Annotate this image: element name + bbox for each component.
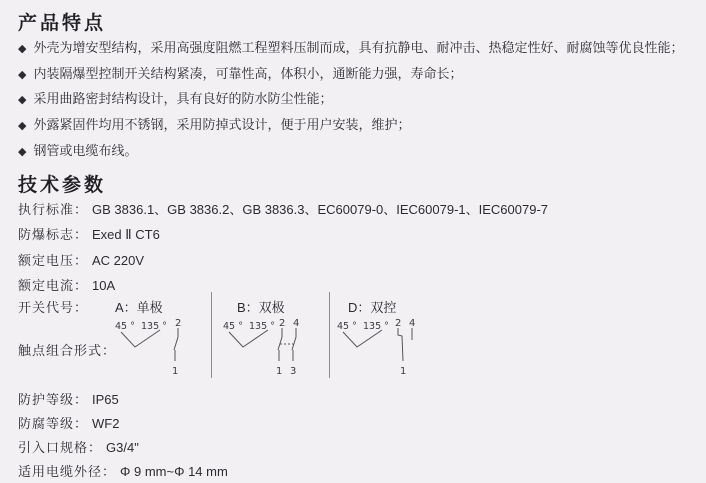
spec-value: GB 3836.1、GB 3836.2、GB 3836.3、EC60079-0、IEC60079-1、IEC60079-7 bbox=[92, 202, 549, 217]
spec-label: 适用电缆外径： bbox=[18, 463, 117, 479]
angle-45-label: 45 ° bbox=[115, 321, 135, 332]
column-divider bbox=[211, 292, 212, 378]
switch-code-d-header: D：双控 bbox=[348, 300, 397, 315]
terminal-top-label: 2 bbox=[175, 318, 182, 329]
spec-value: IP65 bbox=[92, 392, 119, 407]
terminal-top-left-label: 2 bbox=[395, 318, 402, 329]
angle-135-label: 135 ° bbox=[141, 321, 167, 332]
column-divider bbox=[329, 292, 330, 378]
spec-rows-bottom bbox=[18, 389, 228, 483]
contact-form-label: 触点组合形式： bbox=[18, 343, 117, 358]
terminal-top-right-label: 4 bbox=[409, 318, 416, 329]
angle-135-label: 135 ° bbox=[249, 321, 275, 332]
switch-symbol-icon bbox=[398, 328, 403, 361]
spec-row-anticorrosion-class bbox=[18, 413, 228, 437]
contact-diagram-two-way bbox=[336, 316, 421, 380]
feature-text: 钢管或电缆布线。 bbox=[33, 142, 138, 158]
spec-value: G3/4" bbox=[106, 439, 139, 455]
angle-135-label: 135 ° bbox=[363, 321, 389, 332]
terminal-bottom-label: 1 bbox=[400, 366, 407, 377]
feature-item bbox=[18, 87, 683, 113]
spec-label: 额定电流： bbox=[18, 277, 89, 293]
angle-45-label: 45 ° bbox=[337, 321, 357, 332]
feature-item bbox=[18, 62, 683, 88]
feature-text: 外露紧固件均用不锈钢，采用防掉式设计，便于用户安装，维护； bbox=[33, 117, 411, 133]
terminal-top-left-label: 2 bbox=[279, 318, 286, 329]
angle-indicator-icon bbox=[343, 330, 382, 347]
spec-label: 额定电压： bbox=[18, 252, 89, 268]
spec-label: 防护等级： bbox=[18, 392, 89, 407]
spec-row-inlet-spec bbox=[18, 437, 228, 461]
diamond-bullet-icon: ◆ bbox=[18, 43, 27, 55]
terminal-bottom-right-label: 3 bbox=[290, 366, 297, 377]
spec-value: 10A bbox=[92, 277, 116, 293]
switch-code-label: 开关代号： bbox=[18, 300, 89, 315]
angle-45-label: 45 ° bbox=[223, 321, 243, 332]
switch-symbol-icon bbox=[174, 328, 178, 361]
terminal-top-right-label: 4 bbox=[293, 318, 300, 329]
spec-rows-top bbox=[18, 199, 548, 300]
spec-row-cable-diameter bbox=[18, 461, 228, 483]
spec-label: 执行标准： bbox=[18, 202, 89, 217]
diamond-bullet-icon: ◆ bbox=[18, 120, 27, 133]
spec-row-rated-voltage bbox=[18, 250, 548, 275]
feature-text: 外壳为增安型结构，采用高强度阻燃工程塑料压制而成，具有抗静电、耐冲击、热稳定性好、耐腐蚀等优良性能； bbox=[33, 40, 684, 55]
diamond-bullet-icon: ◆ bbox=[18, 68, 27, 81]
switch-code-b-header: B：双极 bbox=[237, 300, 285, 315]
switch-code-table bbox=[18, 292, 690, 388]
feature-item bbox=[18, 36, 683, 62]
feature-text: 采用曲路密封结构设计，具有良好的防水防尘性能； bbox=[33, 91, 333, 107]
features-section-title: 产品特点 bbox=[18, 13, 107, 34]
features-list bbox=[18, 36, 683, 165]
terminal-bottom-label: 1 bbox=[172, 366, 179, 377]
feature-text: 内装隔爆型控制开关结构紧凑，可靠性高，体积小，通断能力强，寿命长； bbox=[33, 65, 463, 81]
spec-row-ex-mark bbox=[18, 224, 548, 249]
switch-code-a-header: A：单极 bbox=[115, 300, 163, 315]
diamond-bullet-icon: ◆ bbox=[18, 145, 27, 158]
spec-row-protection-class bbox=[18, 389, 228, 413]
angle-indicator-icon bbox=[121, 330, 160, 347]
feature-item bbox=[18, 139, 683, 165]
terminal-bottom-left-label: 1 bbox=[276, 366, 283, 377]
contact-diagram-double-pole bbox=[222, 316, 307, 380]
spec-value: Exed Ⅱ CT6 bbox=[92, 227, 160, 243]
spec-label: 防腐等级： bbox=[18, 415, 89, 431]
contact-diagram-single-pole bbox=[114, 316, 199, 380]
feature-item bbox=[18, 113, 683, 139]
spec-value: Φ 9 mm~Φ 14 mm bbox=[120, 463, 228, 479]
spec-label: 引入口规格： bbox=[18, 439, 103, 455]
diamond-bullet-icon: ◆ bbox=[18, 94, 27, 107]
spec-row-standard bbox=[18, 199, 548, 224]
spec-value: AC 220V bbox=[92, 252, 145, 268]
spec-label: 防爆标志： bbox=[18, 227, 89, 243]
spec-value: WF2 bbox=[92, 415, 120, 431]
specs-section-title: 技术参数 bbox=[18, 175, 107, 196]
angle-indicator-icon bbox=[229, 330, 268, 347]
